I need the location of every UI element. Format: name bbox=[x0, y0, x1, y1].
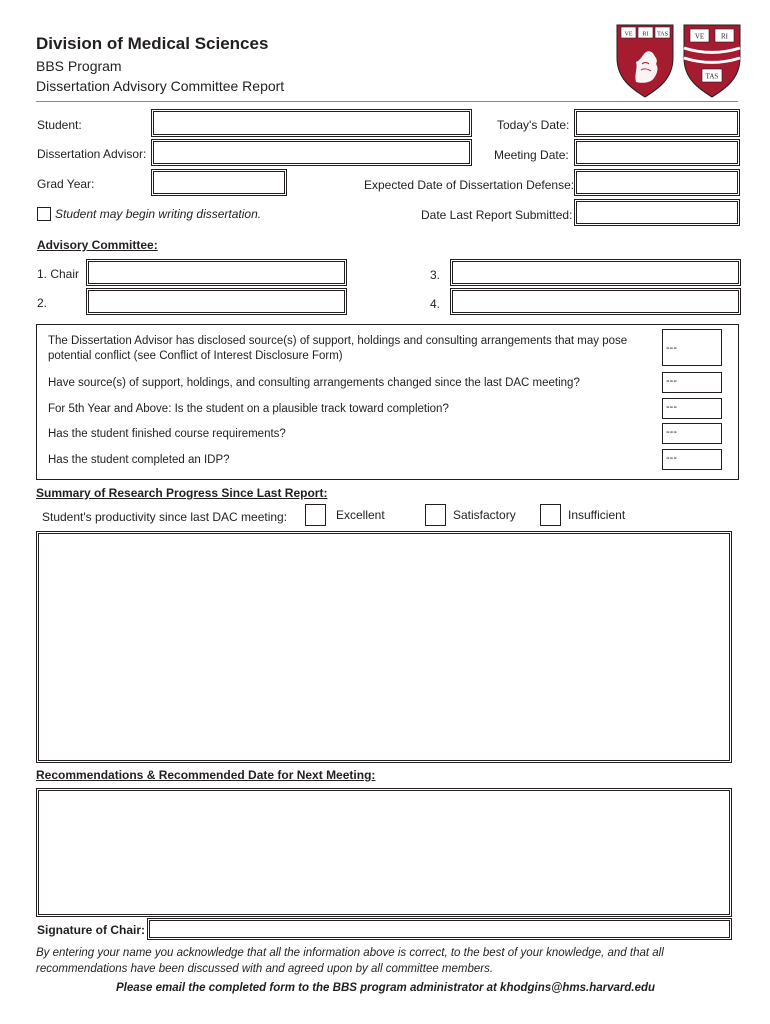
signature-label: Signature of Chair: bbox=[37, 923, 146, 937]
grad-year-input[interactable] bbox=[151, 169, 287, 196]
member-3-label: 3. bbox=[430, 268, 441, 282]
grad-year-label: Grad Year: bbox=[37, 177, 95, 191]
recommendations-heading: Recommendations & Recommended Date for Next Meeting: bbox=[36, 768, 376, 782]
chair-label: 1. Chair bbox=[37, 267, 80, 281]
report-name: Dissertation Advisory Committee Report bbox=[36, 78, 285, 94]
shield-right-ve: VE bbox=[694, 32, 705, 41]
student-label: Student: bbox=[37, 118, 82, 132]
may-write-label: Student may begin writing dissertation. bbox=[55, 207, 262, 221]
shield-left-ri: RI bbox=[642, 31, 649, 38]
shield-left-ve: VE bbox=[624, 31, 633, 38]
productivity-label: Student's productivity since last DAC meeting: bbox=[42, 510, 288, 524]
question-support-changed-select[interactable]: --- bbox=[662, 372, 722, 393]
research-progress-textarea[interactable] bbox=[36, 531, 732, 763]
harvard-shield-logo bbox=[616, 24, 674, 98]
last-report-label: Date Last Report Submitted: bbox=[421, 208, 573, 222]
question-idp-completed-select[interactable]: --- bbox=[662, 449, 722, 470]
advisory-committee-heading: Advisory Committee: bbox=[37, 238, 158, 252]
member-4-input[interactable] bbox=[450, 288, 741, 315]
advisor-label: Dissertation Advisor: bbox=[37, 147, 147, 161]
member-2-input[interactable] bbox=[86, 288, 347, 315]
insufficient-label: Insufficient bbox=[568, 508, 626, 522]
defense-date-input[interactable] bbox=[574, 169, 740, 196]
meeting-date-label: Meeting Date: bbox=[494, 148, 569, 162]
satisfactory-checkbox[interactable] bbox=[425, 504, 446, 526]
excellent-checkbox[interactable] bbox=[305, 504, 326, 526]
defense-date-label: Expected Date of Dissertation Defense: bbox=[364, 178, 575, 192]
satisfactory-label: Satisfactory bbox=[453, 508, 516, 522]
insufficient-checkbox[interactable] bbox=[540, 504, 561, 526]
student-input[interactable] bbox=[151, 109, 472, 137]
member-2-label: 2. bbox=[37, 296, 48, 310]
shield-left-tas: TAS bbox=[657, 31, 668, 38]
todays-date-input[interactable] bbox=[574, 109, 740, 137]
program-name: BBS Program bbox=[36, 58, 122, 74]
question-coi-disclosed-select[interactable]: --- bbox=[662, 329, 722, 366]
shield-right-tas: TAS bbox=[705, 72, 719, 81]
advisor-input[interactable] bbox=[151, 139, 472, 166]
chair-input[interactable] bbox=[86, 259, 347, 286]
question-plausible-track-select[interactable]: --- bbox=[662, 398, 722, 419]
harvard-shield-logo-2 bbox=[683, 24, 741, 98]
summary-heading: Summary of Research Progress Since Last Report: bbox=[36, 486, 328, 500]
signature-input[interactable] bbox=[147, 918, 732, 940]
email-instructions: Please email the completed form to the BBS program administrator at khodgins@hms.harvard.edu bbox=[116, 982, 656, 994]
member-4-label: 4. bbox=[430, 297, 441, 311]
recommendations-textarea[interactable] bbox=[36, 788, 732, 917]
member-3-input[interactable] bbox=[450, 259, 741, 286]
shield-right-ri: RI bbox=[721, 32, 728, 41]
question-idp-completed: Has the student completed an IDP? bbox=[48, 454, 230, 466]
may-write-checkbox[interactable] bbox=[37, 207, 51, 221]
todays-date-label: Today's Date: bbox=[497, 118, 570, 132]
excellent-label: Excellent bbox=[336, 508, 385, 522]
question-course-requirements-select[interactable]: --- bbox=[662, 423, 722, 444]
question-course-requirements: Has the student finished course requirements? bbox=[48, 428, 286, 440]
acknowledgement-text: By entering your name you acknowledge that all the information above is correct, to the best of your knowledge, and that all recommendations have been discussed with and agreed upon by all committee members. bbox=[36, 947, 664, 975]
question-support-changed: Have source(s) of support, holdings, and consulting arrangements changed since the last DAC meeting? bbox=[48, 377, 580, 389]
meeting-date-input[interactable] bbox=[574, 139, 740, 166]
last-report-input[interactable] bbox=[574, 199, 740, 226]
question-coi-disclosed: The Dissertation Advisor has disclosed source(s) of support, holdings and consulting arrangements that may pose potential conflict (see Conflict of Interest Disclosure Form) bbox=[48, 335, 628, 362]
question-plausible-track: For 5th Year and Above: Is the student on a plausible track toward completion? bbox=[48, 403, 449, 415]
page-title: Division of Medical Sciences bbox=[36, 34, 269, 53]
header-divider bbox=[36, 101, 738, 102]
